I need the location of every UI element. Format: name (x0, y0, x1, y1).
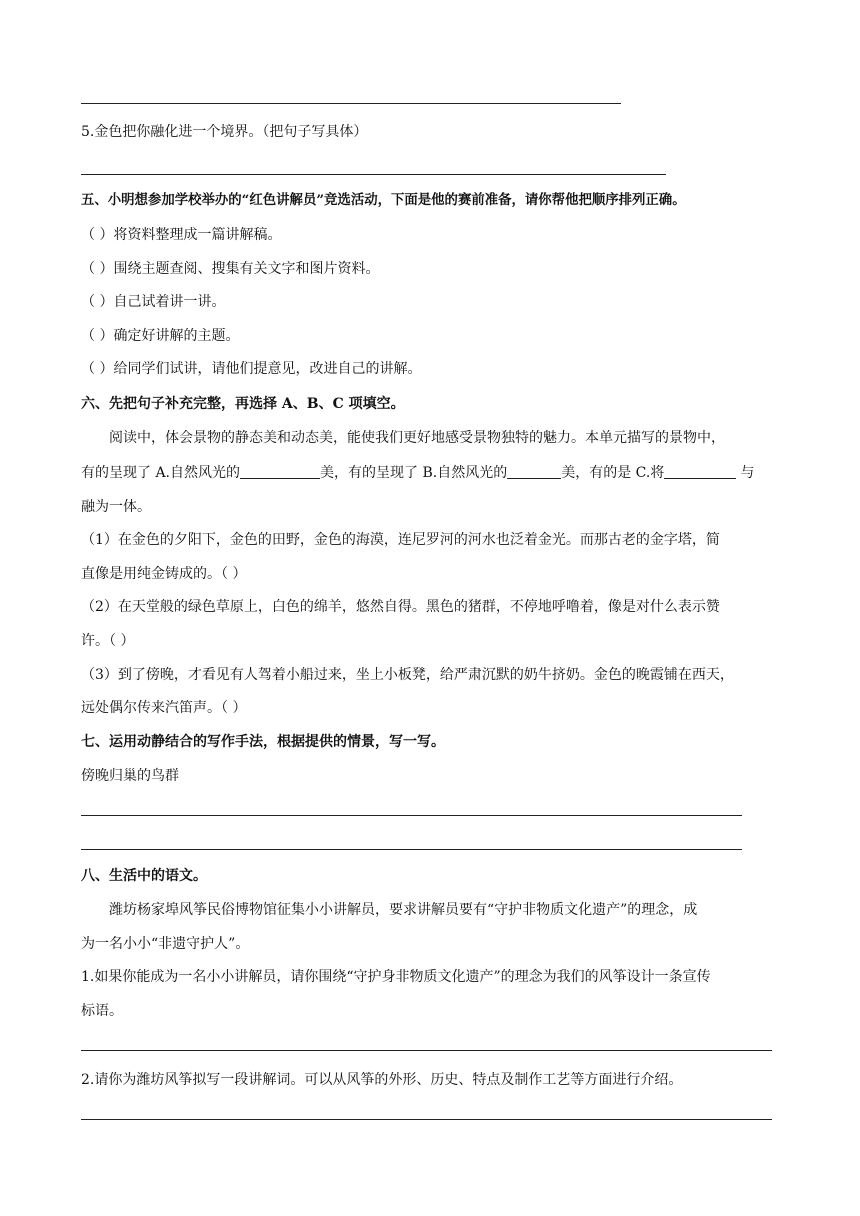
q4-item5: 5.金色把你融化进一个境界。（把句子写具体） (81, 124, 368, 140)
sec6-q1: （1）在金色的夕阳下，金色的田野，金色的海漠，连尼罗河的河水也泛着金光。而那古老的金字塔，简 (81, 532, 720, 548)
sec6-paragraph-line (81, 463, 754, 483)
text-segment: 有的呈现了 A.自然风光的 (81, 465, 241, 481)
sec5-item: （ ）给同学们试讲，请他们提意见，改进自己的讲解。 (81, 361, 422, 377)
sec8-q1: 1.如果你能成为一名小小讲解员，请你围绕“守护身非物质文化遗产”的理念为我们的风筝设计一条宣传 (81, 969, 711, 985)
fill-blank-a[interactable] (240, 464, 320, 479)
text-segment: 美，有的是 C.将 (561, 465, 665, 481)
sec6-q3: 远处偶尔传来汽笛声。（ ） (81, 700, 247, 716)
text-segment: 美，有的呈现了 B.自然风光的 (320, 465, 508, 481)
sec5-item: （ ）自己试着讲一讲。 (81, 294, 226, 310)
answer-line (81, 1050, 772, 1051)
sec7-heading: 七、运用动静结合的写作手法，根据提供的情景，写一写。 (81, 734, 445, 750)
sec6-q2: （2）在天堂般的绿色草原上，白色的绵羊，悠然自得。黑色的猪群，不停地呼噜着，像是对什么表示赞 (81, 599, 720, 615)
sec5-item: （ ）将资料整理成一篇讲解稿。 (81, 227, 282, 243)
sec6-paragraph-line: 阅读中，体会景物的静态美和动态美，能使我们更好地感受景物独特的魅力。本单元描写的景物中， (109, 430, 725, 446)
answer-line (81, 1119, 772, 1120)
sec8-heading: 八、生活中的语文。 (81, 868, 207, 884)
sec8-q1: 标语。 (81, 1003, 123, 1019)
fill-blank-b[interactable] (507, 464, 561, 479)
answer-line (81, 849, 742, 850)
fill-blank-c[interactable] (664, 464, 736, 479)
answer-line (81, 815, 742, 816)
sec8-q2: 2.请你为潍坊风筝拟写一段讲解词。可以从风筝的外形、历史、特点及制作工艺等方面进行介绍。 (81, 1072, 683, 1088)
sec6-heading: 六、先把句子补充完整，再选择 A、B、C 项填空。 (81, 396, 405, 412)
sec5-item: （ ）确定好讲解的主题。 (81, 328, 240, 344)
sec6-q2: 许。（ ） (81, 633, 135, 649)
text-segment: 与 (740, 465, 755, 481)
sec6-q3: （3）到了傍晚，才看见有人驾着小船过来，坐上小板凳，给严肃沉默的奶牛挤奶。金色的晚霞铺在西天， (81, 667, 734, 683)
sec5-item: （ ）围绕主题查阅、搜集有关文字和图片资料。 (81, 261, 380, 277)
sec6-paragraph-line: 融为一体。 (81, 499, 151, 515)
sec7-prompt: 傍晚归巢的鸟群 (81, 768, 179, 784)
sec8-intro: 为一名小小“非遗守护人”。 (81, 936, 250, 952)
answer-line (81, 174, 666, 175)
sec5-heading: 五、小明想参加学校举办的“红色讲解员”竞选活动，下面是他的赛前准备，请你帮他把顺序排列正确。 (81, 192, 686, 208)
answer-line (81, 103, 621, 104)
sec8-intro: 潍坊杨家埠风筝民俗博物馆征集小小讲解员，要求讲解员要有“守护非物质文化遗产”的理念，成 (109, 902, 698, 918)
sec6-q1: 直像是用纯金铸成的。（ ） (81, 566, 247, 582)
